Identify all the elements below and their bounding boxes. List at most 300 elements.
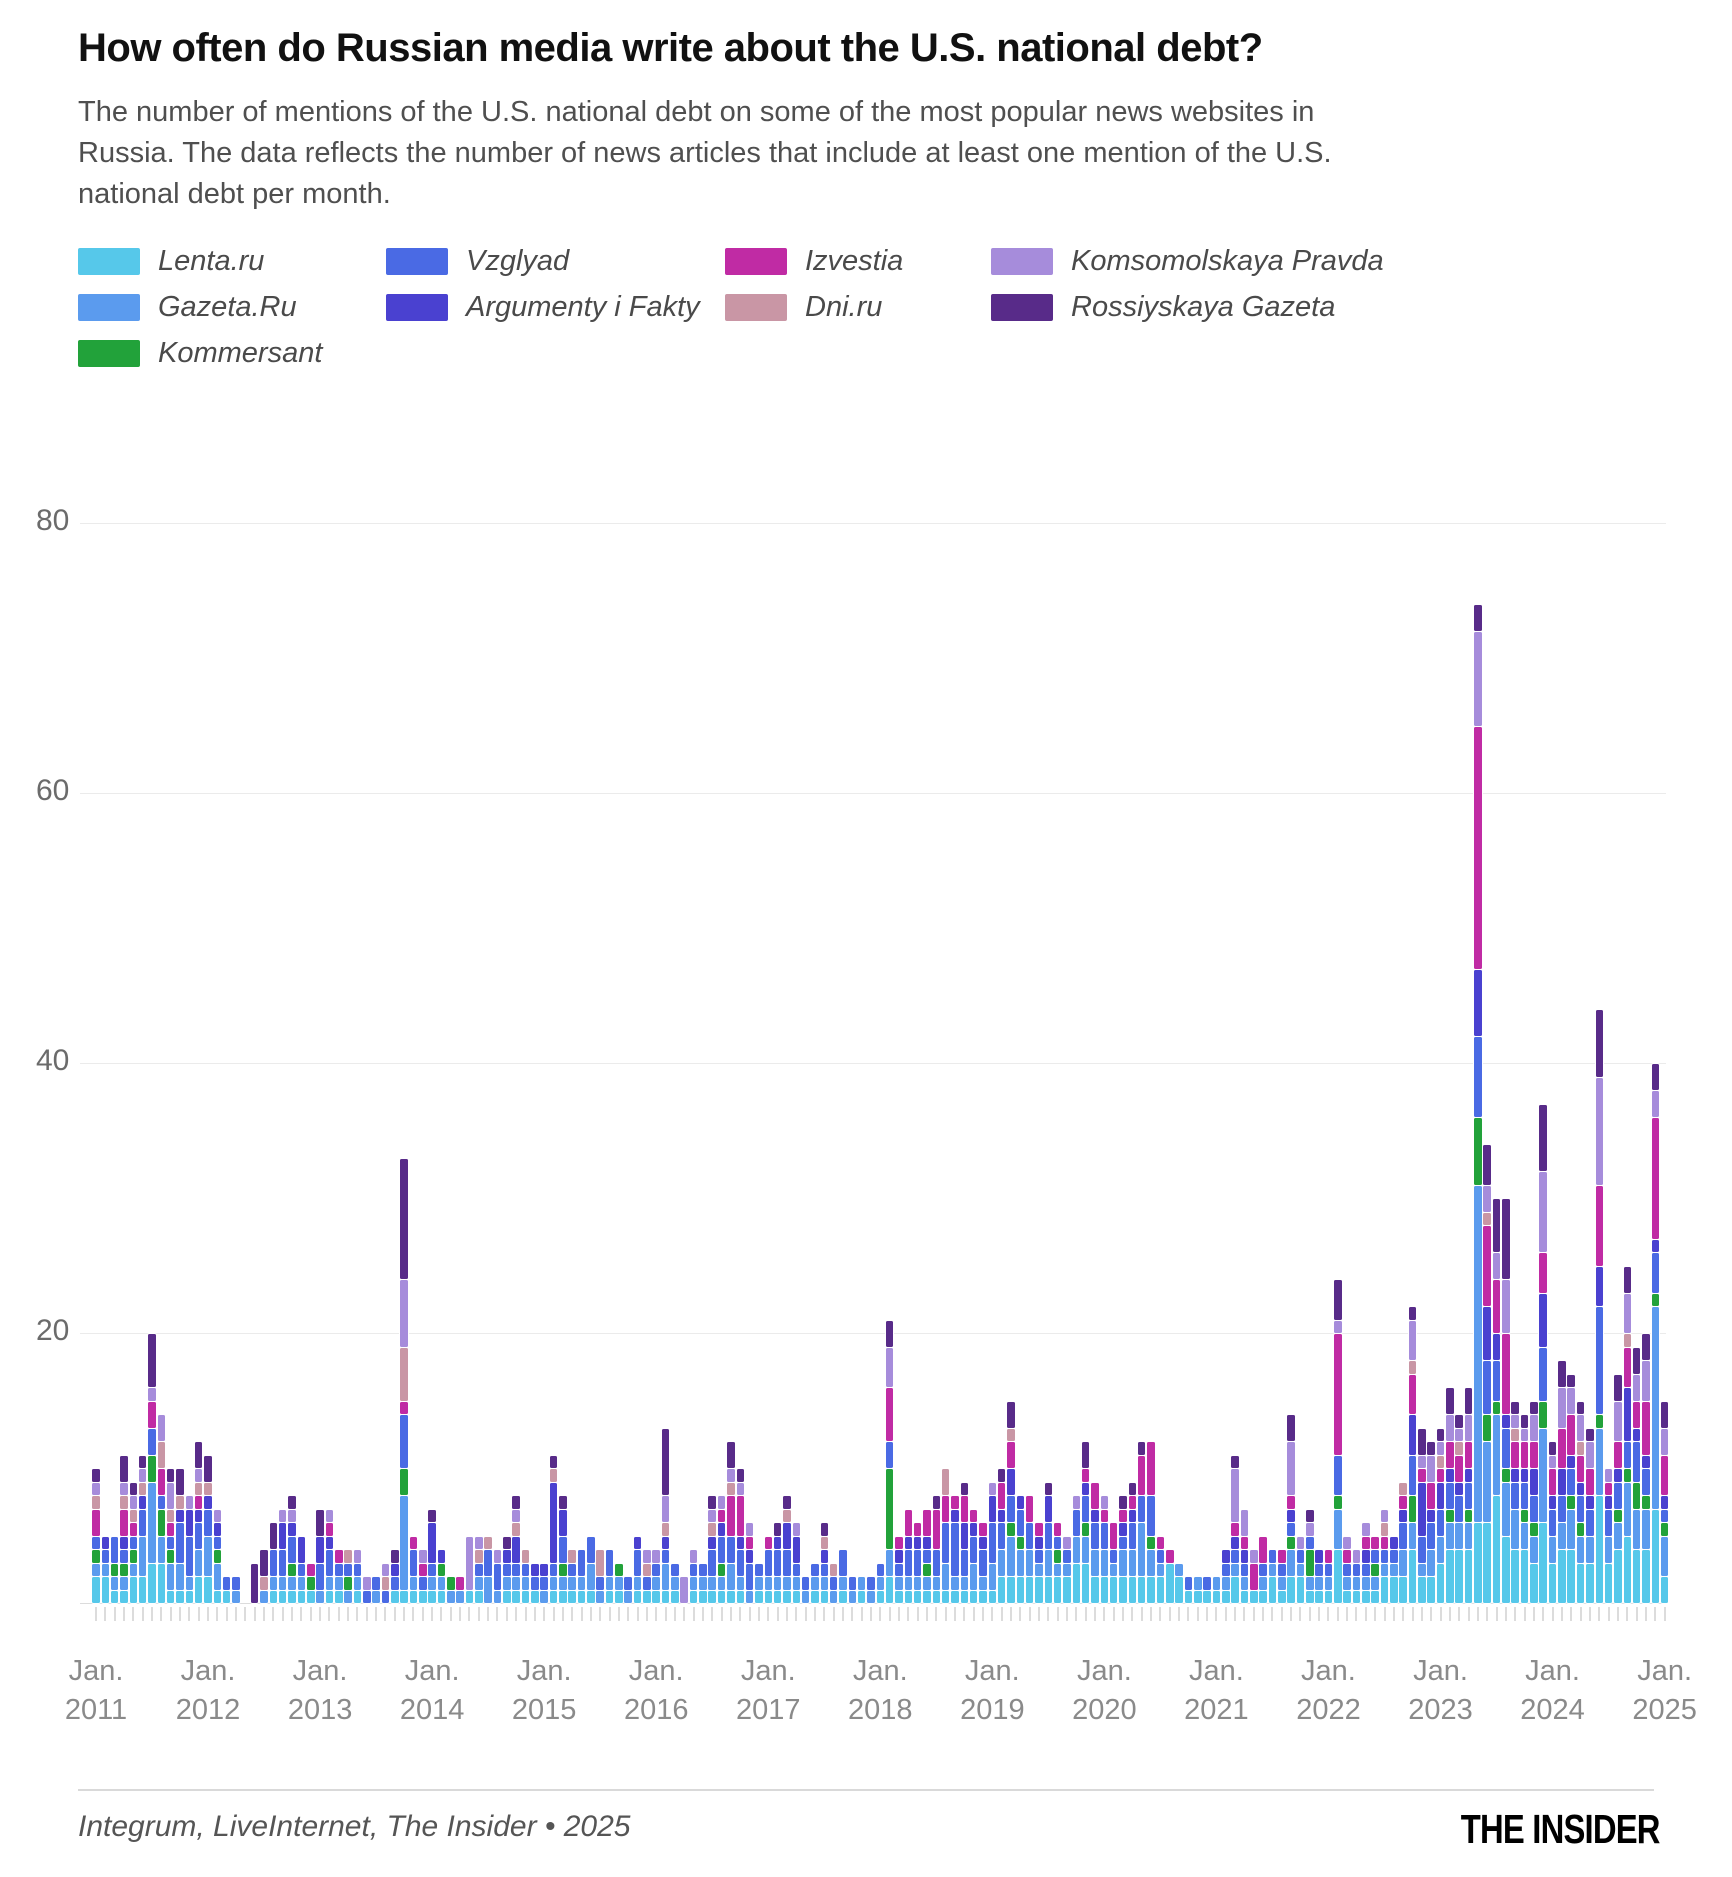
bar-segment xyxy=(1502,1415,1510,1428)
month-tick xyxy=(1505,1607,1507,1621)
month-tick xyxy=(1047,1607,1049,1621)
bar-segment xyxy=(615,1591,623,1604)
bar-segment xyxy=(979,1577,987,1590)
bar-segment xyxy=(1250,1550,1258,1563)
bar-segment xyxy=(1474,605,1482,631)
bar-segment xyxy=(1530,1564,1538,1604)
stacked-bar-month-118 xyxy=(1194,1576,1202,1603)
bar-segment xyxy=(1437,1429,1445,1442)
bar-segment xyxy=(1418,1483,1426,1536)
bar-segment xyxy=(1007,1429,1015,1442)
bar-segment xyxy=(923,1550,931,1563)
bar-segment xyxy=(354,1550,362,1563)
bar-segment xyxy=(1054,1564,1062,1577)
bar-segment xyxy=(895,1577,903,1590)
legend-label: Gazeta.Ru xyxy=(158,290,297,323)
bar-segment xyxy=(130,1510,138,1523)
bar-segment xyxy=(1287,1496,1295,1509)
bar-segment xyxy=(1455,1442,1463,1455)
bar-segment xyxy=(176,1523,184,1563)
bar-segment xyxy=(624,1591,632,1604)
bar-segment xyxy=(1577,1402,1585,1415)
bar-segment xyxy=(456,1577,464,1590)
bar-segment xyxy=(886,1442,894,1468)
bar-segment xyxy=(1483,1226,1491,1306)
month-tick xyxy=(1645,1607,1647,1621)
stacked-bar-month-99 xyxy=(1017,1495,1025,1603)
bar-segment xyxy=(307,1577,315,1590)
bar-segment xyxy=(923,1591,931,1604)
bar-segment xyxy=(1652,1091,1660,1117)
bar-segment xyxy=(1567,1510,1575,1550)
bar-segment xyxy=(1493,1199,1501,1252)
bar-segment xyxy=(1455,1456,1463,1482)
bar-segment xyxy=(811,1577,819,1590)
bar-segment xyxy=(1614,1483,1622,1509)
bar-segment xyxy=(1483,1442,1491,1522)
legend-swatch xyxy=(78,248,140,275)
bar-segment xyxy=(783,1523,791,1549)
bar-segment xyxy=(830,1577,838,1590)
bar-segment xyxy=(1437,1442,1445,1455)
stacked-bar-month-24 xyxy=(316,1509,324,1604)
bar-segment xyxy=(970,1523,978,1536)
stacked-bar-month-86 xyxy=(895,1536,903,1604)
bar-segment xyxy=(1549,1456,1557,1469)
month-tick xyxy=(356,1607,358,1621)
bar-segment xyxy=(1558,1523,1566,1549)
bar-segment xyxy=(1119,1577,1127,1603)
bar-segment xyxy=(1474,970,1482,1037)
bar-segment xyxy=(839,1577,847,1590)
bar-segment xyxy=(942,1591,950,1604)
legend-label: Komsomolskaya Pravda xyxy=(1071,244,1384,277)
bar-segment xyxy=(727,1564,735,1590)
bar-segment xyxy=(1652,1510,1660,1604)
bar-segment xyxy=(1185,1591,1193,1604)
bar-segment xyxy=(1409,1523,1417,1549)
month-tick xyxy=(142,1607,144,1621)
bar-segment xyxy=(1614,1469,1622,1482)
bar-segment xyxy=(1269,1577,1277,1603)
month-tick xyxy=(1150,1607,1152,1621)
bar-segment xyxy=(1502,1469,1510,1482)
month-tick xyxy=(1057,1607,1059,1621)
legend-item xyxy=(725,238,991,284)
bar-segment xyxy=(512,1537,520,1563)
bar-segment xyxy=(1175,1564,1183,1577)
bar-segment xyxy=(1110,1523,1118,1549)
bar-segment xyxy=(979,1523,987,1536)
stacked-bar-month-70 xyxy=(746,1522,754,1603)
stacked-bar-month-83 xyxy=(867,1576,875,1603)
bar-segment xyxy=(1334,1334,1342,1455)
bar-segment xyxy=(1596,1496,1604,1603)
bar-segment xyxy=(550,1591,558,1604)
bar-segment xyxy=(139,1469,147,1482)
stacked-bar-month-145 xyxy=(1446,1387,1454,1603)
month-tick xyxy=(1337,1607,1339,1621)
bar-segment xyxy=(354,1577,362,1590)
bar-segment xyxy=(1091,1577,1099,1603)
legend-label: Vzglyad xyxy=(466,244,570,277)
bar-segment xyxy=(1306,1550,1314,1576)
bar-segment xyxy=(1614,1550,1622,1603)
bar-segment xyxy=(1624,1348,1632,1388)
bar-segment xyxy=(671,1591,679,1604)
bar-segment xyxy=(737,1550,745,1576)
bar-segment xyxy=(1259,1564,1267,1577)
bar-segment xyxy=(410,1591,418,1604)
bar-segment xyxy=(1539,1253,1547,1293)
y-tick-label-80: 80 xyxy=(36,504,70,537)
bar-segment xyxy=(503,1591,511,1604)
stacked-bar-month-42 xyxy=(484,1536,492,1604)
x-tick-label-2024: Jan. 2024 xyxy=(1520,1655,1585,1726)
bar-segment xyxy=(1521,1483,1529,1509)
source-credit: Integrum, LiveInternet, The Insider • 2025 xyxy=(78,1810,631,1843)
bar-segment xyxy=(1474,1523,1482,1603)
month-tick xyxy=(254,1607,256,1621)
month-tick xyxy=(282,1607,284,1621)
bar-segment xyxy=(1231,1550,1239,1563)
stacked-bar-month-82 xyxy=(858,1576,866,1603)
bar-segment xyxy=(989,1591,997,1604)
bar-segment xyxy=(1269,1564,1277,1577)
bar-segment xyxy=(1138,1456,1146,1496)
stacked-bar-month-77 xyxy=(811,1563,819,1604)
bar-segment xyxy=(1362,1523,1370,1536)
stacked-bar-month-98 xyxy=(1007,1401,1015,1604)
stacked-bar-month-31 xyxy=(382,1563,390,1604)
stacked-bar-month-125 xyxy=(1259,1536,1267,1604)
month-tick xyxy=(534,1607,536,1621)
bar-segment xyxy=(279,1591,287,1604)
bar-segment xyxy=(1493,1334,1501,1360)
bar-segment xyxy=(1175,1577,1183,1603)
bar-segment xyxy=(1624,1469,1632,1482)
bar-segment xyxy=(363,1577,371,1590)
month-tick xyxy=(226,1607,228,1621)
bar-segment xyxy=(1539,1402,1547,1428)
month-tick xyxy=(1010,1607,1012,1621)
bar-segment xyxy=(727,1496,735,1536)
bar-segment xyxy=(1297,1537,1305,1550)
bar-segment xyxy=(1567,1375,1575,1388)
bar-segment xyxy=(886,1321,894,1347)
month-tick xyxy=(898,1607,900,1621)
bar-segment xyxy=(1511,1442,1519,1468)
bar-segment xyxy=(1465,1510,1473,1523)
bar-segment xyxy=(1306,1537,1314,1550)
bar-segment xyxy=(998,1550,1006,1576)
bar-segment xyxy=(167,1483,175,1509)
bar-segment xyxy=(1399,1496,1407,1509)
month-tick xyxy=(459,1607,461,1621)
month-tick xyxy=(1598,1607,1600,1621)
bar-segment xyxy=(1614,1442,1622,1468)
bar-segment xyxy=(111,1564,119,1577)
bar-segment xyxy=(186,1577,194,1590)
legend-swatch xyxy=(78,294,140,321)
legend-item xyxy=(991,284,1384,330)
stacked-bar-month-142 xyxy=(1418,1428,1426,1604)
stacked-bar-month-100 xyxy=(1026,1495,1034,1603)
bar-segment xyxy=(1110,1550,1118,1563)
bar-segment xyxy=(895,1591,903,1604)
bar-segment xyxy=(522,1591,530,1604)
month-tick xyxy=(1514,1607,1516,1621)
bar-segment xyxy=(1446,1469,1454,1482)
bar-segment xyxy=(148,1334,156,1387)
bar-segment xyxy=(1474,727,1482,969)
bar-segment xyxy=(849,1577,857,1590)
bar-segment xyxy=(1157,1564,1165,1577)
stacked-bar-month-48 xyxy=(540,1563,548,1604)
bar-segment xyxy=(1138,1442,1146,1455)
stacked-bar-month-71 xyxy=(755,1563,763,1604)
month-tick xyxy=(674,1607,676,1621)
month-tick xyxy=(739,1607,741,1621)
stacked-bar-month-15 xyxy=(232,1576,240,1603)
stacked-bar-month-4 xyxy=(130,1482,138,1604)
bar-segment xyxy=(540,1591,548,1604)
bar-segment xyxy=(92,1469,100,1482)
bar-segment xyxy=(1483,1361,1491,1414)
stacked-bar-month-17 xyxy=(251,1563,259,1604)
bar-segment xyxy=(1437,1537,1445,1563)
stacked-bar-month-152 xyxy=(1511,1401,1519,1604)
bar-segment xyxy=(793,1577,801,1590)
bar-segment xyxy=(783,1496,791,1509)
bar-segment xyxy=(111,1591,119,1604)
bar-segment xyxy=(596,1577,604,1590)
bar-segment xyxy=(1549,1496,1557,1509)
legend-item xyxy=(78,238,386,284)
bar-segment xyxy=(167,1510,175,1523)
bar-segment xyxy=(130,1496,138,1509)
page-title: How often do Russian media write about the U.S. national debt? xyxy=(78,26,1263,70)
bar-segment xyxy=(195,1469,203,1482)
bar-segment xyxy=(1549,1537,1557,1563)
bar-segment xyxy=(326,1537,334,1550)
stacked-bar-month-9 xyxy=(176,1468,184,1603)
bar-segment xyxy=(494,1564,502,1590)
month-tick xyxy=(786,1607,788,1621)
month-tick xyxy=(1552,1607,1554,1621)
bar-segment xyxy=(1596,1078,1604,1185)
stacked-bar-month-88 xyxy=(914,1522,922,1603)
bar-segment xyxy=(783,1577,791,1590)
bar-segment xyxy=(634,1577,642,1590)
month-tick xyxy=(1225,1607,1227,1621)
bar-segment xyxy=(1381,1537,1389,1550)
month-tick xyxy=(1243,1607,1245,1621)
month-tick xyxy=(1664,1607,1666,1621)
legend-label: Argumenty i Fakty xyxy=(466,290,700,323)
month-tick xyxy=(170,1607,172,1621)
bar-segment xyxy=(232,1591,240,1604)
month-tick xyxy=(347,1607,349,1621)
bar-segment xyxy=(821,1550,829,1563)
bar-segment xyxy=(877,1591,885,1604)
bar-segment xyxy=(1325,1564,1333,1577)
x-tick-label-2011: Jan. 2011 xyxy=(64,1655,128,1726)
stacked-bar-month-130 xyxy=(1306,1509,1314,1604)
stacked-bar-month-101 xyxy=(1035,1522,1043,1603)
stacked-bar-month-149 xyxy=(1483,1144,1491,1603)
bar-segment xyxy=(466,1537,474,1590)
bar-segment xyxy=(578,1591,586,1604)
bar-segment xyxy=(1511,1402,1519,1415)
month-tick xyxy=(721,1607,723,1621)
month-tick xyxy=(861,1607,863,1621)
bar-segment xyxy=(1334,1510,1342,1550)
month-tick xyxy=(216,1607,218,1621)
bar-segment xyxy=(1147,1537,1155,1550)
bar-segment xyxy=(895,1537,903,1550)
month-tick xyxy=(823,1607,825,1621)
bar-segment xyxy=(914,1523,922,1536)
bar-segment xyxy=(1661,1496,1669,1509)
bar-segment xyxy=(475,1577,483,1590)
bar-segment xyxy=(550,1577,558,1590)
stacked-bar-month-102 xyxy=(1045,1482,1053,1604)
stacked-bar-month-92 xyxy=(951,1495,959,1603)
month-tick xyxy=(917,1607,919,1621)
stacked-bar-month-19 xyxy=(270,1522,278,1603)
month-tick xyxy=(263,1607,265,1621)
legend-label: Dni.ru xyxy=(805,290,883,323)
month-tick xyxy=(525,1607,527,1621)
month-tick xyxy=(506,1607,508,1621)
bar-segment xyxy=(102,1564,110,1577)
month-tick xyxy=(1384,1607,1386,1621)
bar-segment xyxy=(690,1577,698,1590)
stacked-bar-month-121 xyxy=(1222,1549,1230,1603)
month-tick xyxy=(179,1607,181,1621)
bar-segment xyxy=(503,1537,511,1550)
bar-segment xyxy=(1661,1523,1669,1536)
stacked-bar-month-20 xyxy=(279,1509,287,1604)
bar-segment xyxy=(1577,1523,1585,1536)
bar-segment xyxy=(1577,1496,1585,1522)
bar-segment xyxy=(512,1564,520,1577)
bar-segment xyxy=(1539,1348,1547,1401)
bar-segment xyxy=(270,1577,278,1590)
bar-segment xyxy=(1493,1415,1501,1495)
bar-segment xyxy=(1129,1523,1137,1549)
bar-segment xyxy=(382,1591,390,1604)
bar-segment xyxy=(1558,1496,1566,1522)
month-tick xyxy=(515,1607,517,1621)
bar-segment xyxy=(410,1550,418,1576)
bar-segment xyxy=(1502,1199,1510,1279)
bar-segment xyxy=(214,1591,222,1604)
x-tick-label-2017: Jan. 2017 xyxy=(735,1655,801,1726)
bar-segment xyxy=(1063,1537,1071,1550)
bar-segment xyxy=(1073,1510,1081,1536)
bar-segment xyxy=(158,1415,166,1441)
bar-segment xyxy=(270,1550,278,1576)
bar-segment xyxy=(1633,1402,1641,1428)
bar-segment xyxy=(708,1537,716,1550)
bar-segment xyxy=(522,1550,530,1563)
bar-segment xyxy=(783,1591,791,1604)
month-tick xyxy=(1318,1607,1320,1621)
bar-segment xyxy=(1493,1253,1501,1279)
bar-segment xyxy=(344,1550,352,1563)
bar-segment xyxy=(522,1577,530,1590)
stacked-bar-month-139 xyxy=(1390,1536,1398,1604)
bar-segment xyxy=(1474,1037,1482,1117)
bar-segment xyxy=(1129,1510,1137,1523)
bar-segment xyxy=(718,1577,726,1590)
bar-segment xyxy=(1138,1577,1146,1603)
bar-segment xyxy=(354,1564,362,1577)
bar-segment xyxy=(1558,1429,1566,1469)
stacked-bar-month-113 xyxy=(1147,1441,1155,1603)
bar-segment xyxy=(1306,1510,1314,1523)
bar-segment xyxy=(102,1577,110,1603)
month-tick xyxy=(478,1607,480,1621)
bar-segment xyxy=(1614,1402,1622,1442)
bar-segment xyxy=(1091,1483,1099,1509)
stacked-bar-month-122 xyxy=(1231,1455,1239,1604)
bar-segment xyxy=(643,1550,651,1563)
bar-segment xyxy=(1558,1469,1566,1495)
bar-segment xyxy=(951,1591,959,1604)
stacked-bar-month-136 xyxy=(1362,1522,1370,1603)
bar-segment xyxy=(1353,1550,1361,1563)
stacked-bar-month-54 xyxy=(596,1549,604,1603)
bar-segment xyxy=(1642,1361,1650,1401)
month-tick xyxy=(123,1607,125,1621)
bar-segment xyxy=(587,1591,595,1604)
bar-segment xyxy=(1633,1483,1641,1509)
stacked-bar-month-49 xyxy=(550,1455,558,1604)
stacked-bar-month-91 xyxy=(942,1468,950,1603)
stacked-bar-month-39 xyxy=(456,1576,464,1603)
bar-segment xyxy=(1353,1591,1361,1604)
bar-segment xyxy=(1026,1523,1034,1549)
bar-segment xyxy=(1437,1564,1445,1604)
bar-segment xyxy=(1633,1442,1641,1482)
bar-segment xyxy=(204,1496,212,1509)
stacked-bar-month-13 xyxy=(214,1509,222,1604)
bar-segment xyxy=(559,1537,567,1563)
month-tick xyxy=(851,1607,853,1621)
bar-segment xyxy=(410,1577,418,1590)
bar-segment xyxy=(316,1564,324,1590)
stacked-bar-month-47 xyxy=(531,1563,539,1604)
bar-segment xyxy=(662,1496,670,1522)
bar-segment xyxy=(1241,1550,1249,1563)
stacked-bar-month-160 xyxy=(1586,1428,1594,1604)
month-tick xyxy=(814,1607,816,1621)
bar-segment xyxy=(130,1564,138,1577)
bar-segment xyxy=(1446,1388,1454,1414)
bar-segment xyxy=(120,1564,128,1577)
bar-segment xyxy=(1502,1483,1510,1536)
bar-segment xyxy=(176,1496,184,1509)
bar-segment xyxy=(1138,1523,1146,1576)
bar-segment xyxy=(204,1456,212,1482)
month-tick xyxy=(1029,1607,1031,1621)
stacked-bar-month-45 xyxy=(512,1495,520,1603)
stacked-bar-month-119 xyxy=(1203,1576,1211,1603)
bar-segment xyxy=(1045,1523,1053,1549)
